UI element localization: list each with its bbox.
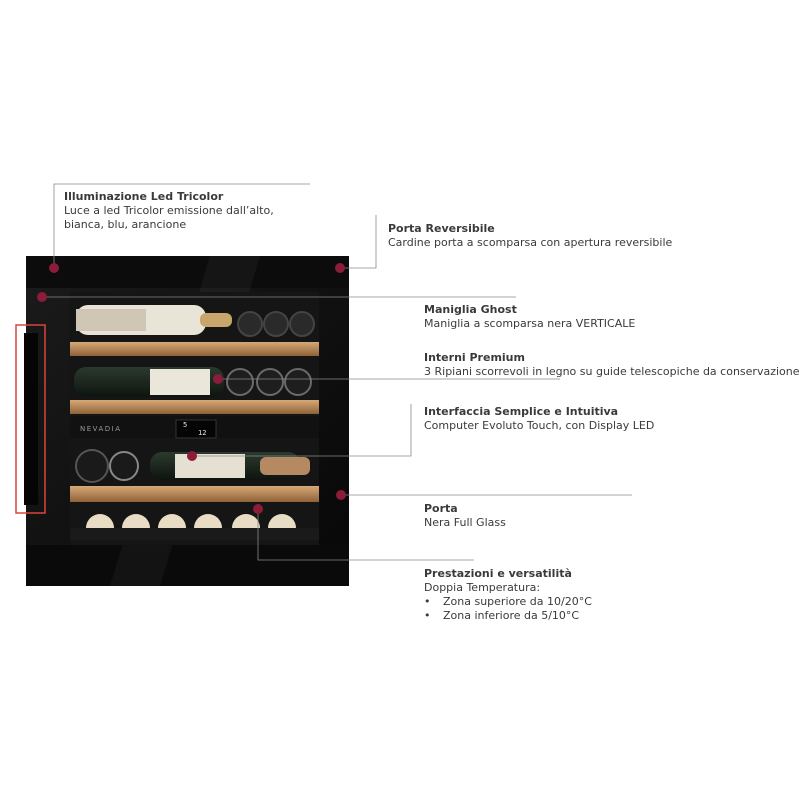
dot-porta xyxy=(336,490,346,500)
callout-maniglia xyxy=(424,303,635,331)
shelf-1 xyxy=(70,342,319,356)
callout-title: Prestazioni e versatilità xyxy=(424,567,572,580)
led-display xyxy=(176,420,216,438)
callout-description: 3 Ripiani scorrevoli in legno su guide telescopiche da conservazione xyxy=(424,365,800,378)
callout-description: Computer Evoluto Touch, con Display LED xyxy=(424,419,655,432)
dot-illuminazione xyxy=(49,263,59,273)
display-bottom-digit: 12 xyxy=(198,429,207,437)
cabinet-bottom-strip xyxy=(26,545,349,586)
display-top-digit: 5 xyxy=(183,421,188,429)
callout-description: Maniglia a scomparsa nera VERTICALE xyxy=(424,317,636,330)
callout-title: Interni Premium xyxy=(424,351,525,364)
callout-description: Luce a led Tricolor emissione dall’alto, xyxy=(64,204,274,217)
callout-porta xyxy=(424,502,506,530)
callout-porta-reversibile xyxy=(388,222,672,250)
callout-title: Porta Reversibile xyxy=(388,222,495,235)
callout-description: Doppia Temperatura: xyxy=(424,581,541,594)
callout-description: bianca, blu, arancione xyxy=(64,218,187,231)
door-handle xyxy=(24,333,38,505)
shelf-3 xyxy=(70,486,319,502)
callout-prestazioni xyxy=(424,567,592,623)
callout-title: Interfaccia Semplice e Intuitiva xyxy=(424,405,619,418)
dot-interfaccia xyxy=(187,451,197,461)
callout-interfaccia xyxy=(424,405,654,433)
callout-illuminazione xyxy=(64,190,274,232)
temperature-item: • Zona inferiore da 5/10°C xyxy=(424,609,592,623)
callout-title: Illuminazione Led Tricolor xyxy=(64,190,224,203)
dot-interni xyxy=(213,374,223,384)
temperature-list xyxy=(424,595,592,623)
callout-interni xyxy=(424,351,800,379)
shelf-2-bottles xyxy=(74,367,311,397)
callout-description: Nera Full Glass xyxy=(424,516,506,529)
brand-logo-text: NEVADIA xyxy=(80,425,122,433)
dot-porta-reversibile xyxy=(335,263,345,273)
temperature-item: • Zona superiore da 10/20°C xyxy=(424,595,592,609)
callout-description: Cardine porta a scomparsa con apertura reversibile xyxy=(388,236,673,249)
cabinet-top-strip xyxy=(26,256,349,288)
dot-prestazioni xyxy=(253,504,263,514)
shelf-2 xyxy=(70,400,319,414)
dot-maniglia xyxy=(37,292,47,302)
callout-title: Porta xyxy=(424,502,458,515)
callout-title: Maniglia Ghost xyxy=(424,303,517,316)
